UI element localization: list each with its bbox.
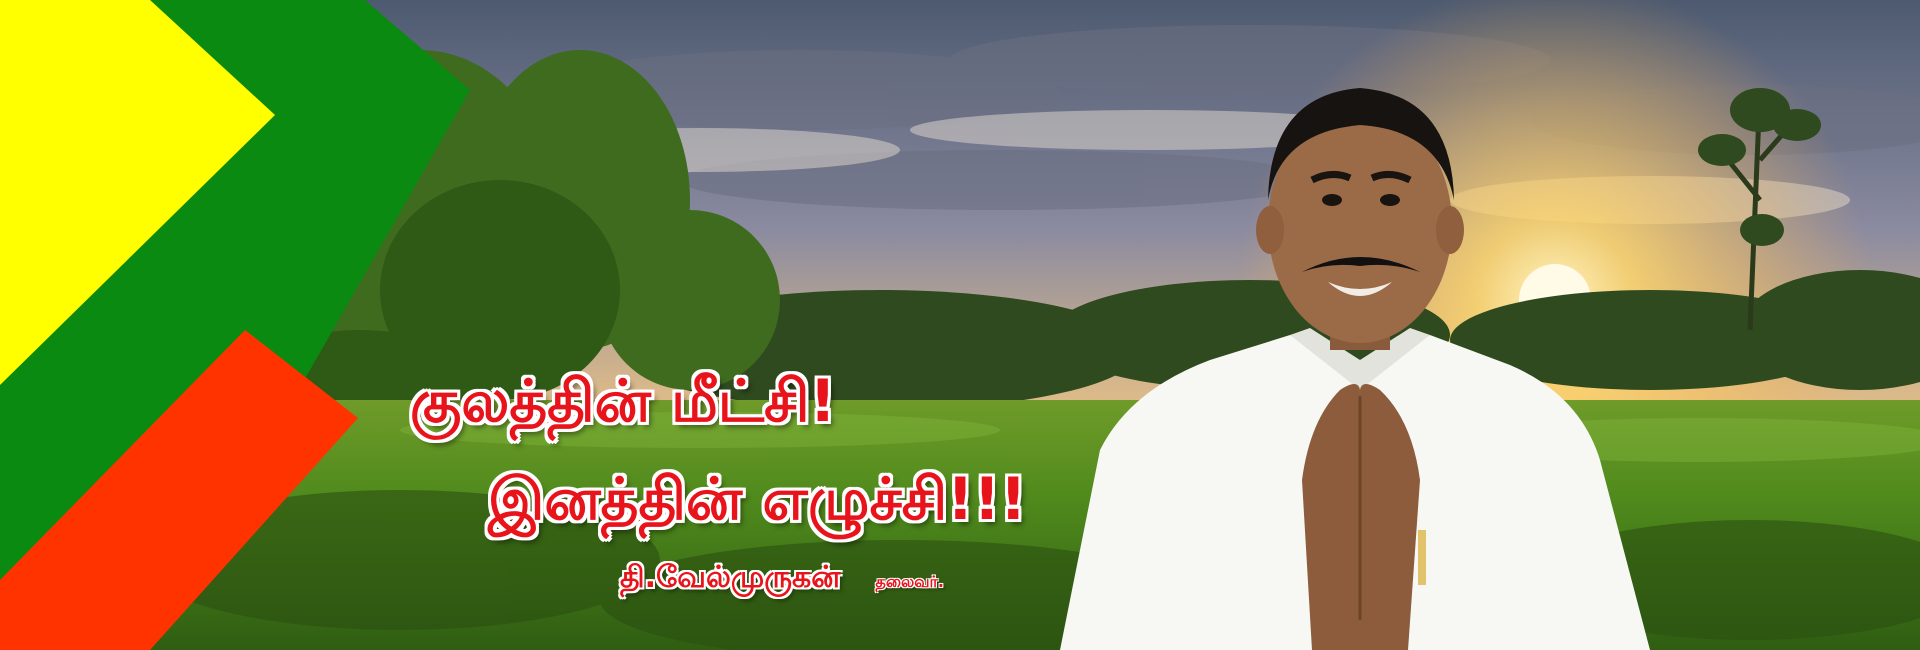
slogan-line-1: குலத்தின் மீட்சி! [410, 367, 836, 435]
slogan-line-2: இனத்தின் எழுச்சி!!! [488, 465, 1027, 533]
leader-name: தி.வேல்முருகன் [620, 560, 841, 595]
leader-portrait-namaste [1040, 60, 1690, 650]
leader-title: தலைவர். [875, 572, 944, 591]
leader-signature [620, 560, 944, 599]
party-flag-chevrons [0, 0, 480, 650]
